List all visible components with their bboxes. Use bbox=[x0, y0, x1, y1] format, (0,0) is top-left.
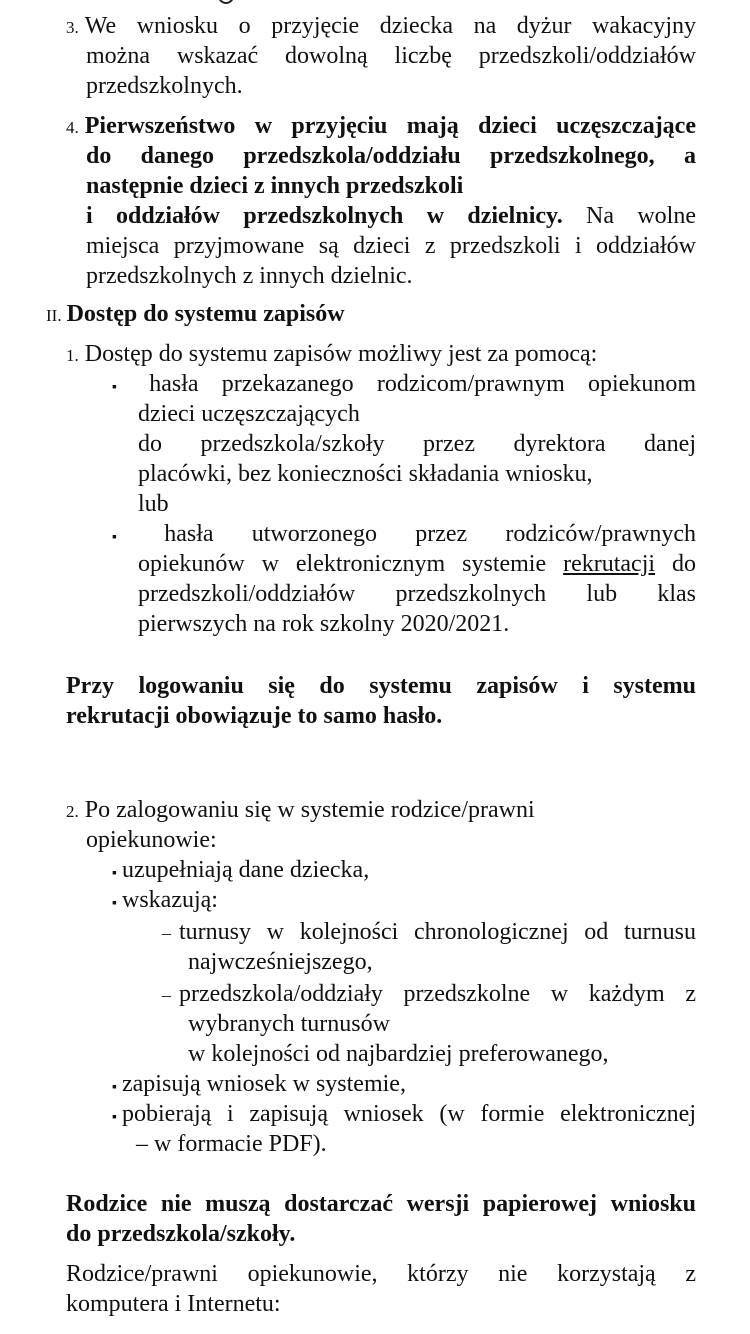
item4-text-bold: i oddziałów przedszkolnych w dzielnicy. bbox=[86, 203, 563, 229]
item3-line2: można wskazać dowolną liczbę przedszkoli/oddziałów bbox=[86, 43, 696, 69]
access-bullet2-text: hasła utworzonego przez rodziców/prawnych bbox=[164, 521, 697, 547]
after-login-number: 2. bbox=[66, 802, 79, 821]
cut-off-glyph bbox=[218, 0, 234, 4]
access-bullet2-text-a: opiekunów w elektronicznym systemie bbox=[138, 551, 564, 577]
rekrutacji-link[interactable]: rekrutacji bbox=[563, 551, 656, 577]
after-login-dash2-line1 bbox=[162, 979, 696, 1010]
section-heading bbox=[46, 299, 345, 331]
bullet-icon: ▪ bbox=[112, 1080, 117, 1095]
access-bullet1-line3: do przedszkola/szkoły przez dyrektora danej bbox=[138, 431, 696, 457]
after-login-bullet4-text: pobierają i zapisują wniosek (w formie elektronicznej bbox=[122, 1101, 696, 1127]
access-number: 1. bbox=[66, 346, 79, 365]
access-bullet1-line1 bbox=[112, 369, 696, 403]
after-login-bullet2-text: wskazują: bbox=[122, 887, 218, 913]
item3-number: 3. bbox=[66, 18, 79, 37]
access-bullet2-line3: przedszkoli/oddziałów przedszkolnych lub klas bbox=[138, 581, 696, 607]
access-bullet1-text: hasła przekazanego rodzicom/prawnym opiekunom bbox=[149, 371, 697, 397]
bullet-icon: ▪ bbox=[112, 896, 117, 911]
access-bullet2-line2 bbox=[138, 549, 696, 579]
after-login-text-1: Po zalogowaniu się w systemie rodzice/prawni bbox=[84, 797, 535, 823]
access-bullet2-text-b: do bbox=[655, 551, 697, 577]
section-title: Dostęp do systemu zapisów bbox=[66, 301, 345, 327]
after-login-dash2-line2: wybranych turnusów bbox=[188, 1011, 390, 1037]
after-login-bullet3-text: zapisują wniosek w systemie, bbox=[122, 1071, 406, 1097]
item4-line1 bbox=[66, 111, 696, 143]
access-bullet1-line2: dzieci uczęszczających bbox=[138, 401, 360, 427]
bullet-icon: ▪ bbox=[112, 530, 117, 545]
bullet-icon: ▪ bbox=[112, 380, 117, 395]
item3-line1 bbox=[66, 11, 696, 43]
access-bullet1-line5: lub bbox=[138, 491, 169, 517]
after-login-bullet1 bbox=[112, 855, 369, 889]
after-login-bullet1-text: uzupełniają dane dziecka, bbox=[122, 857, 370, 883]
login-note-line2: rekrutacji obowiązuje to samo hasło. bbox=[66, 703, 443, 729]
access-bullet1-line4: placówki, bez konieczności składania wniosku, bbox=[138, 461, 593, 487]
paper-note-line2: do przedszkola/szkoły. bbox=[66, 1221, 296, 1247]
after-login-dash1-text: turnusy w kolejności chronologicznej od turnusu bbox=[179, 919, 696, 945]
item4-line6: przedszkolnych z innych dzielnic. bbox=[86, 263, 413, 289]
access-intro-text: Dostęp do systemu zapisów możliwy jest za pomocą: bbox=[84, 341, 598, 367]
after-login-line2: opiekunowie: bbox=[86, 827, 217, 853]
access-bullet2-line1 bbox=[112, 519, 696, 553]
item4-line4 bbox=[86, 201, 696, 231]
access-bullet2-line4: pierwszych na rok szkolny 2020/2021. bbox=[138, 611, 510, 637]
after-login-bullet4-line2: – w formacie PDF). bbox=[136, 1131, 327, 1157]
item4-line2: do danego przedszkola/oddziału przedszkolnego, a bbox=[86, 143, 696, 169]
final-line1: Rodzice/prawni opiekunowie, którzy nie korzystają z bbox=[66, 1261, 696, 1287]
after-login-bullet3 bbox=[112, 1069, 406, 1103]
item4-number: 4. bbox=[66, 118, 79, 137]
paper-note-line1: Rodzice nie muszą dostarczać wersji papierowej wniosku bbox=[66, 1191, 696, 1217]
item4-text-normal: Na wolne bbox=[562, 203, 697, 229]
after-login-bullet2 bbox=[112, 885, 218, 919]
item3-line3: przedszkolnych. bbox=[86, 73, 243, 99]
after-login-dash1-line1 bbox=[162, 917, 696, 948]
after-login-dash2-text: przedszkola/oddziały przedszkolne w każdym z bbox=[179, 981, 696, 1007]
login-note-line1: Przy logowaniu się do systemu zapisów i systemu bbox=[66, 673, 696, 699]
item4-line5: miejsca przyjmowane są dzieci z przedszkoli i oddziałów bbox=[86, 233, 696, 259]
final-line2: komputera i Internetu: bbox=[66, 1291, 281, 1317]
dash-icon: – bbox=[162, 985, 171, 1005]
item4-line3: następnie dzieci z innych przedszkoli bbox=[86, 173, 464, 199]
after-login-dash1-line2: najwcześniejszego, bbox=[188, 949, 373, 975]
dash-icon: – bbox=[162, 923, 171, 943]
after-login-line1 bbox=[66, 795, 535, 827]
bullet-icon: ▪ bbox=[112, 866, 117, 881]
after-login-dash2-line3: w kolejności od najbardziej preferowanego, bbox=[188, 1041, 609, 1067]
section-number: II. bbox=[46, 306, 62, 325]
bullet-icon: ▪ bbox=[112, 1110, 117, 1125]
item4-text-1: Pierwszeństwo w przyjęciu mają dzieci uczęszczające bbox=[84, 113, 696, 139]
after-login-bullet4-line1 bbox=[112, 1099, 696, 1133]
item3-text-1: We wniosku o przyjęcie dziecka na dyżur wakacyjny bbox=[84, 13, 696, 39]
access-intro bbox=[66, 339, 597, 371]
